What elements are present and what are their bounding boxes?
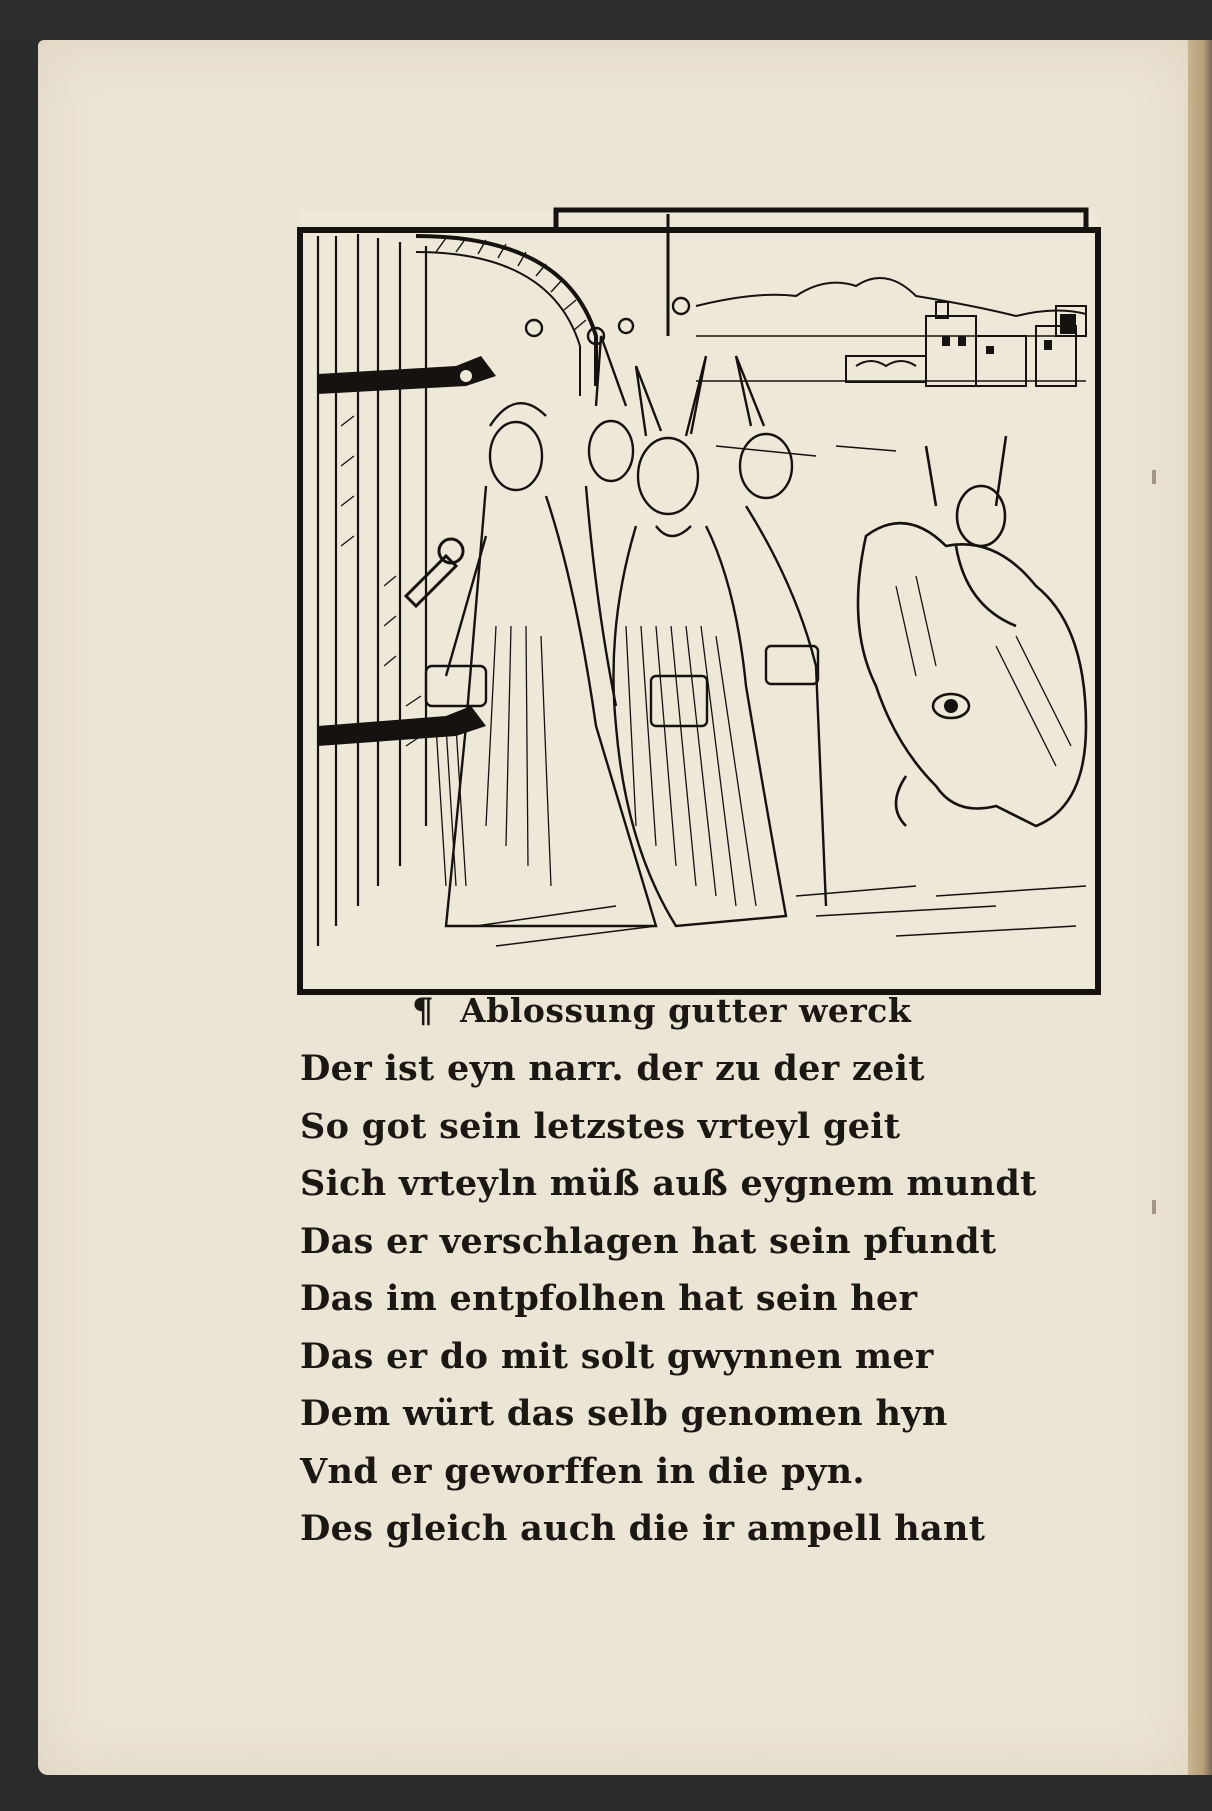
verse-list [300,1040,1080,1558]
verse-line: Dem würt das selb genomen hyn [300,1393,948,1434]
verse-line: Das er do mit solt gwynnen mer [300,1335,934,1377]
verse-line: Vnd er geworffen in die pyn. [300,1450,865,1492]
section-caption [412,988,1080,1034]
pilcrow-mark: ¶ [412,991,435,1031]
woodcut-illustration [296,206,1102,996]
verse-line: So got sein letzstes vrteyl geit [300,1105,901,1147]
verse-line: Das er verschlagen hat sein pfundt [300,1220,997,1262]
verse-line: Der ist eyn narr. der zu der zeit [300,1048,925,1089]
top-background-strip [0,0,1212,40]
page-edge-mark [1152,470,1156,484]
page-edge-mark [1152,1200,1156,1214]
verse-line: Das im entpfolhen hat sein her [300,1278,918,1319]
text-block [300,988,1080,1558]
verse-line: Des gleich auch die ir ampell hant [300,1508,986,1549]
verse-line: Sich vrteyln müß auß eygnem mundt [300,1163,1037,1204]
caption-text: Ablossung gutter werck [460,991,912,1030]
